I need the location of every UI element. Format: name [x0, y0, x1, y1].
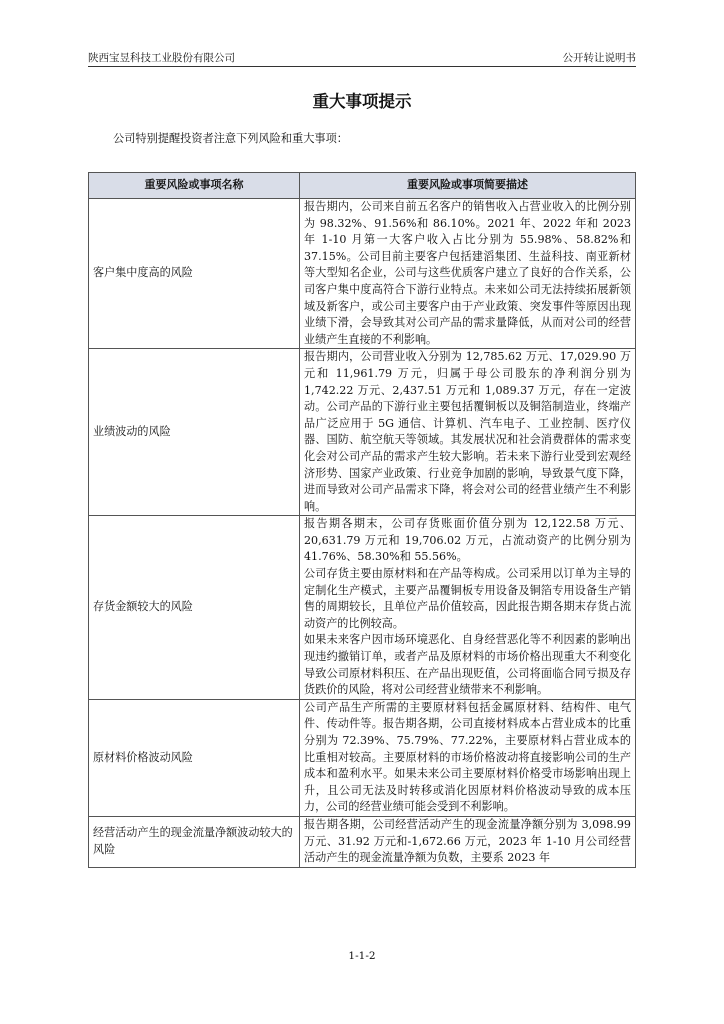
description-paragraph: 报告期内，公司来自前五名客户的销售收入占营业收入的比例分别为 98.32%、91.56%和 86.10%。2021 年、2022 年和 2023 年 1-10 月第一大客户收入占比分别为 55.98%、58.82%和 37.15%。公司目前主要客户包括建滔集团、生益科技、南亚新材等大型知名企业，公司与这些优质客户建立了良好的合作关系，公司客户集中度高符合下游行业特点。未来如公司无法持续拓展新领域及新客户，或公司主要客户由于产业政策、突发事件等原因出现业绩下滑，会导致其对公司产品的需求量降低，从而对公司的经营业绩产生直接的不利影响。: [304, 200, 631, 346]
risk-name: 原材料价格波动风险: [89, 699, 300, 816]
description-paragraph: 报告期内，公司营业收入分别为 12,785.62 万元、17,029.90 万元和 11,961.79 万元，归属于母公司股东的净利润分别为 1,742.22 万元、2,437.51 万元和 1,089.37 万元，存在一定波动。公司产品的下游行业主要包括覆铜板以及铜箔制造业，终端产品广泛应用于 5G 通信、计算机、汽车电子、工业控制、医疗仪器、国防、航空航天等领域。其发展状况和社会消费群体的需求变化会对公司产品的需求产生较大影响。若未来下游行业受到宏观经济形势、国家产业政策、行业竞争加剧的影响，导致景气度下降，进而导致对公司产品需求下降，将会对公司的经营业绩产生不利影响。: [304, 350, 631, 513]
column-header-desc: 重要风险或事项简要描述: [300, 173, 636, 199]
header-divider: [88, 66, 636, 67]
page-number: 1-1-2: [348, 950, 376, 962]
page-header: [88, 50, 636, 66]
description-paragraph: 报告期各期末，公司存货账面价值分别为 12,122.58 万元、20,631.79 万元和 19,706.02 万元，占流动资产的比例分别为 41.76%、58.30%和 55.56%。: [304, 517, 631, 564]
risk-description: [300, 816, 636, 867]
column-header-name: 重要风险或事项名称: [89, 173, 300, 199]
page-title: 重大事项提示: [312, 92, 412, 111]
header-company: 陕西宝昱科技工业股份有限公司: [88, 52, 235, 64]
table-row: [89, 816, 636, 867]
risk-name: 业绩波动的风险: [89, 349, 300, 516]
description-paragraph: 如果未来客户因市场环境恶化、自身经营恶化等不利因素的影响出现违约撤销订单，或者产品及原材料的市场价格出现重大不利变化导致公司原材料积压、在产品出现贬值，公司将面临合同亏损及存货跌价的风险，将对公司经营业绩带来不利影响。: [304, 633, 631, 697]
table-row: [89, 516, 636, 700]
risk-description: [300, 199, 636, 349]
table-header-row: [89, 173, 636, 199]
description-paragraph: 报告期各期，公司经营活动产生的现金流量净额分别为 3,098.99 万元、31.92 万元和-1,672.66 万元，2023 年 1-10 月公司经营活动产生的现金流量净额为负数，主要系 2023 年: [304, 817, 631, 865]
description-paragraph: 公司存货主要由原材料和在产品等构成。公司采用以订单为主导的定制化生产模式，主要产品覆铜板专用设备及铜箔专用设备生产销售的周期较长，且单位产品价值较高，因此报告期各期末存货占流动资产的比例较高。: [304, 567, 631, 630]
table-row: [89, 699, 636, 816]
risk-description: [300, 516, 636, 700]
risk-description: [300, 349, 636, 516]
risk-table: [88, 172, 636, 868]
risk-name: 客户集中度高的风险: [89, 199, 300, 349]
description-paragraph: 公司产品生产所需的主要原材料包括金属原材料、结构件、电气件、传动件等。报告期各期，公司直接材料成本占营业成本的比重分别为 72.39%、75.79%、77.22%，主要原材料占营业成本的比重相对较高。主要原材料的市场价格波动将直接影响公司的生产成本和盈利水平。如果未来公司主要原材料价格受市场影响出现上升，且公司无法及时转移或消化因原材料价格波动导致的成本压力，公司的经营业绩可能会受到不利影响。: [304, 700, 631, 814]
table-row: [89, 199, 636, 349]
intro-text: 公司特别提醒投资者注意下列风险和重大事项：: [113, 132, 348, 145]
risk-name: 经营活动产生的现金流量净额波动较大的风险: [89, 816, 300, 867]
table-row: [89, 349, 636, 516]
risk-name: 存货金额较大的风险: [89, 516, 300, 700]
header-doc-type: 公开转让说明书: [562, 52, 636, 64]
risk-description: [300, 699, 636, 816]
